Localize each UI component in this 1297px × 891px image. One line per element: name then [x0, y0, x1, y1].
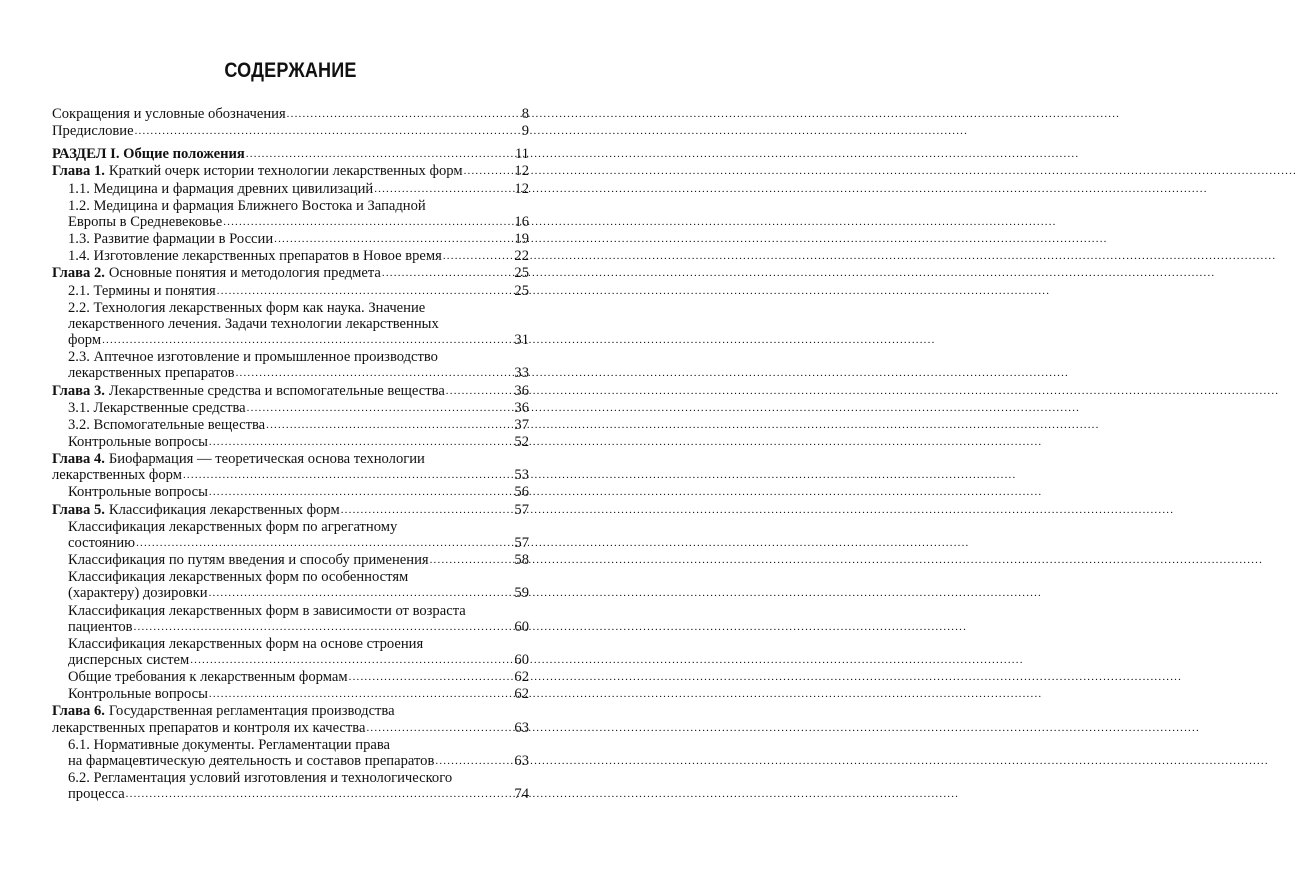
dot-leader	[366, 720, 512, 736]
dot-leader	[223, 214, 512, 230]
toc-entry-line	[52, 300, 529, 316]
toc-entry-title: (характеру) дозировки	[68, 585, 208, 602]
toc-entry-line	[52, 552, 529, 569]
chapter-label: Глава 4.	[52, 451, 105, 468]
page-number: 31	[514, 332, 529, 349]
toc-entry-line	[52, 332, 529, 349]
chapter-label: Глава 2.	[52, 265, 105, 282]
page-number: 57	[514, 501, 529, 518]
dot-leader	[287, 106, 513, 122]
toc-entry-title: 6.1. Нормативные документы. Регламентации права	[68, 736, 391, 753]
toc-entry	[52, 686, 529, 703]
toc-entry-line	[52, 434, 529, 451]
dot-leader	[126, 786, 513, 802]
toc-entry-title: 2.3. Аптечное изготовление и промышленное производство	[68, 349, 438, 366]
page-number: 33	[514, 365, 529, 382]
page-number: 11	[514, 146, 529, 163]
toc-entry	[52, 502, 529, 519]
page-number: 63	[514, 752, 529, 769]
toc-entry-line	[52, 652, 529, 669]
dot-leader	[209, 434, 513, 450]
toc-entry-title: форм	[68, 332, 102, 349]
toc-entry-title: на фармацевтическую деятельность и составов препаратов	[68, 752, 435, 769]
toc-entry-title: Предисловие	[52, 123, 134, 140]
toc-entry-title: 3.1. Лекарственные средства	[68, 399, 246, 416]
dot-leader	[102, 332, 512, 348]
toc-entry-title: Классификация лекарственных форм на основе строения	[68, 635, 424, 652]
toc-entry-title: Европы в Средневековье	[68, 213, 223, 230]
page-title: СОДЕРЖАНИЕ	[224, 59, 357, 82]
dot-leader	[135, 123, 513, 139]
dot-leader	[430, 552, 513, 568]
toc-entry	[52, 519, 529, 552]
page-number: 9	[521, 123, 529, 140]
toc-entry-line	[52, 753, 529, 770]
page-number: 19	[514, 231, 529, 248]
toc-entry-line	[52, 265, 529, 282]
toc-entry	[52, 198, 529, 231]
dot-leader	[134, 619, 513, 635]
dot-leader	[374, 181, 512, 197]
table-of-contents	[52, 106, 529, 803]
page-number: 63	[514, 719, 529, 736]
dot-leader	[217, 283, 513, 299]
page-number: 8	[521, 106, 529, 122]
toc-entry-title: лекарственного лечения. Задачи технологии лекарственных	[68, 315, 439, 332]
chapter-label: Глава 3.	[52, 382, 105, 399]
dot-leader	[236, 365, 513, 381]
dot-leader	[435, 753, 512, 769]
dot-leader	[136, 535, 512, 551]
toc-entry	[52, 737, 529, 770]
toc-entry-title: 1.1. Медицина и фармация древних цивилизаций	[68, 180, 374, 197]
toc-entry-title: Краткий очерк истории технологии лекарственных форм	[108, 163, 463, 180]
dot-leader	[464, 163, 513, 179]
page-number: 59	[514, 585, 529, 602]
toc-entry-title: дисперсных систем	[68, 652, 190, 668]
toc-entry-title: Основные понятия и методология предмета	[108, 265, 381, 282]
toc-entry-title: Классификация лекарственных форм по агрегатному	[68, 518, 398, 535]
page-number: 37	[514, 416, 529, 433]
toc-entry-line	[52, 123, 529, 140]
toc-entry-title: 2.2. Технология лекарственных форм как наука. Значение	[68, 299, 426, 316]
toc-entry-title: 1.2. Медицина и фармация Ближнего Востока и Западной	[68, 197, 426, 214]
dot-leader	[190, 652, 512, 668]
toc-entry-line	[52, 283, 529, 300]
toc-entry-line	[52, 636, 529, 652]
toc-entry	[52, 400, 529, 417]
toc-entry-line	[52, 146, 529, 163]
dot-leader	[209, 686, 513, 702]
dot-leader	[183, 467, 512, 483]
page-number: 58	[514, 552, 529, 569]
toc-entry-line	[52, 585, 529, 602]
toc-entry-title: лекарственных препаратов и контроля их качества	[52, 719, 366, 736]
toc-entry-title: 6.2. Регламентация условий изготовления и технологического	[68, 770, 453, 787]
dot-leader	[266, 417, 512, 433]
toc-entry-line	[52, 686, 529, 703]
toc-entry-title: 2.1. Термины и понятия	[68, 282, 216, 299]
toc-entry-title: Контрольные вопросы	[68, 686, 208, 703]
toc-entry-title: 3.2. Вспомогательные вещества	[68, 416, 266, 433]
toc-entry	[52, 146, 529, 163]
toc-entry-title: Государственная регламентация производства	[108, 703, 395, 720]
toc-entry	[52, 106, 529, 123]
toc-entry	[52, 181, 529, 198]
toc-entry-title: РАЗДЕЛ I. Общие положения	[52, 146, 245, 163]
toc-entry-title: Классификация по путям введения и способу применения	[68, 552, 429, 569]
toc-entry	[52, 163, 529, 180]
toc-entry	[52, 770, 529, 803]
toc-entry	[52, 703, 529, 736]
toc-entry-line	[52, 786, 529, 803]
dot-leader	[446, 383, 513, 399]
page-number: 62	[514, 686, 529, 703]
page-number: 60	[514, 652, 529, 668]
dot-leader	[382, 265, 513, 281]
toc-entry-line	[52, 519, 529, 535]
toc-entry-line	[52, 383, 529, 400]
toc-entry-title: Сокращения и условные обозначения	[52, 106, 286, 122]
toc-entry-title: лекарственных форм	[52, 467, 182, 484]
toc-entry	[52, 569, 529, 602]
toc-entry-title: Биофармация — теоретическая основа технологии	[108, 451, 425, 468]
toc-entry-title: Контрольные вопросы	[68, 484, 208, 501]
toc-entry-title: Лекарственные средства и вспомогательные вещества	[108, 382, 445, 399]
toc-entry	[52, 451, 529, 484]
toc-entry	[52, 265, 529, 282]
toc-entry-line	[52, 703, 529, 719]
toc-entry-title: Контрольные вопросы	[68, 433, 208, 450]
toc-entry-title: лекарственных препаратов	[68, 365, 235, 382]
toc-entry	[52, 484, 529, 501]
toc-entry-line	[52, 535, 529, 552]
dot-leader	[246, 146, 513, 162]
toc-entry-line	[52, 720, 529, 737]
toc-entry-line	[52, 484, 529, 501]
toc-entry-line	[52, 163, 529, 180]
toc-entry	[52, 283, 529, 300]
toc-entry-line	[52, 770, 529, 786]
toc-entry	[52, 603, 529, 636]
toc-entry-line	[52, 316, 529, 332]
page-number: 16	[514, 213, 529, 230]
page-number: 22	[514, 248, 529, 265]
page-number: 36	[514, 399, 529, 416]
page-number: 56	[514, 484, 529, 501]
toc-entry-title: Классификация лекарственных форм	[108, 501, 340, 518]
toc-entry-title: Классификация лекарственных форм по особенностям	[68, 569, 409, 586]
toc-entry	[52, 231, 529, 248]
chapter-label: Глава 5.	[52, 501, 105, 518]
toc-entry-title: 1.3. Развитие фармации в России	[68, 231, 274, 248]
toc-entry-line	[52, 248, 529, 265]
toc-entry-line	[52, 349, 529, 365]
dot-leader	[443, 248, 513, 264]
toc-entry	[52, 383, 529, 400]
toc-entry-line	[52, 669, 529, 686]
toc-entry	[52, 417, 529, 434]
page-number: 60	[514, 618, 529, 635]
toc-entry	[52, 349, 529, 382]
dot-leader	[349, 669, 513, 685]
dot-leader	[341, 502, 513, 518]
toc-entry-line	[52, 365, 529, 382]
toc-entry-title: 1.4. Изготовление лекарственных препаратов в Новое время	[68, 248, 442, 265]
toc-entry	[52, 636, 529, 669]
toc-entry-title: Общие требования к лекарственным формам	[68, 669, 348, 686]
page-number: 74	[514, 786, 529, 803]
toc-entry-line	[52, 214, 529, 231]
toc-entry-line	[52, 198, 529, 214]
toc-entry-line	[52, 569, 529, 585]
toc-entry-title: состоянию	[68, 534, 136, 551]
toc-entry-title: Классификация лекарственных форм в зависимости от возраста	[68, 602, 466, 619]
page-number: 25	[514, 282, 529, 299]
page-number: 25	[514, 265, 529, 282]
toc-entry-line	[52, 619, 529, 636]
toc-entry-title: процесса	[68, 786, 125, 803]
toc-page	[52, 58, 529, 803]
chapter-label: Глава 1.	[52, 163, 105, 180]
toc-entry-line	[52, 400, 529, 417]
toc-entry	[52, 552, 529, 569]
toc-entry-line	[52, 417, 529, 434]
toc-entry-title: пациентов	[68, 618, 133, 635]
page-number: 12	[514, 180, 529, 197]
toc-entry-line	[52, 181, 529, 198]
toc-entry	[52, 434, 529, 451]
toc-entry-line	[52, 737, 529, 753]
dot-leader	[247, 400, 513, 416]
page-number: 53	[514, 467, 529, 484]
toc-entry	[52, 123, 529, 140]
page-number: 57	[514, 534, 529, 551]
toc-entry-line	[52, 106, 529, 123]
toc-entry-line	[52, 231, 529, 248]
toc-entry	[52, 669, 529, 686]
dot-leader	[209, 585, 513, 601]
toc-entry-line	[52, 467, 529, 484]
chapter-label: Глава 6.	[52, 703, 105, 720]
page-number: 52	[514, 433, 529, 450]
dot-leader	[274, 231, 512, 247]
page-number: 12	[514, 163, 529, 180]
toc-entry-line	[52, 502, 529, 519]
toc-entry-line	[52, 603, 529, 619]
toc-entry-line	[52, 451, 529, 467]
toc-entry	[52, 300, 529, 349]
dot-leader	[209, 484, 513, 500]
page-number: 36	[514, 382, 529, 399]
toc-entry	[52, 248, 529, 265]
page-number: 62	[514, 669, 529, 686]
